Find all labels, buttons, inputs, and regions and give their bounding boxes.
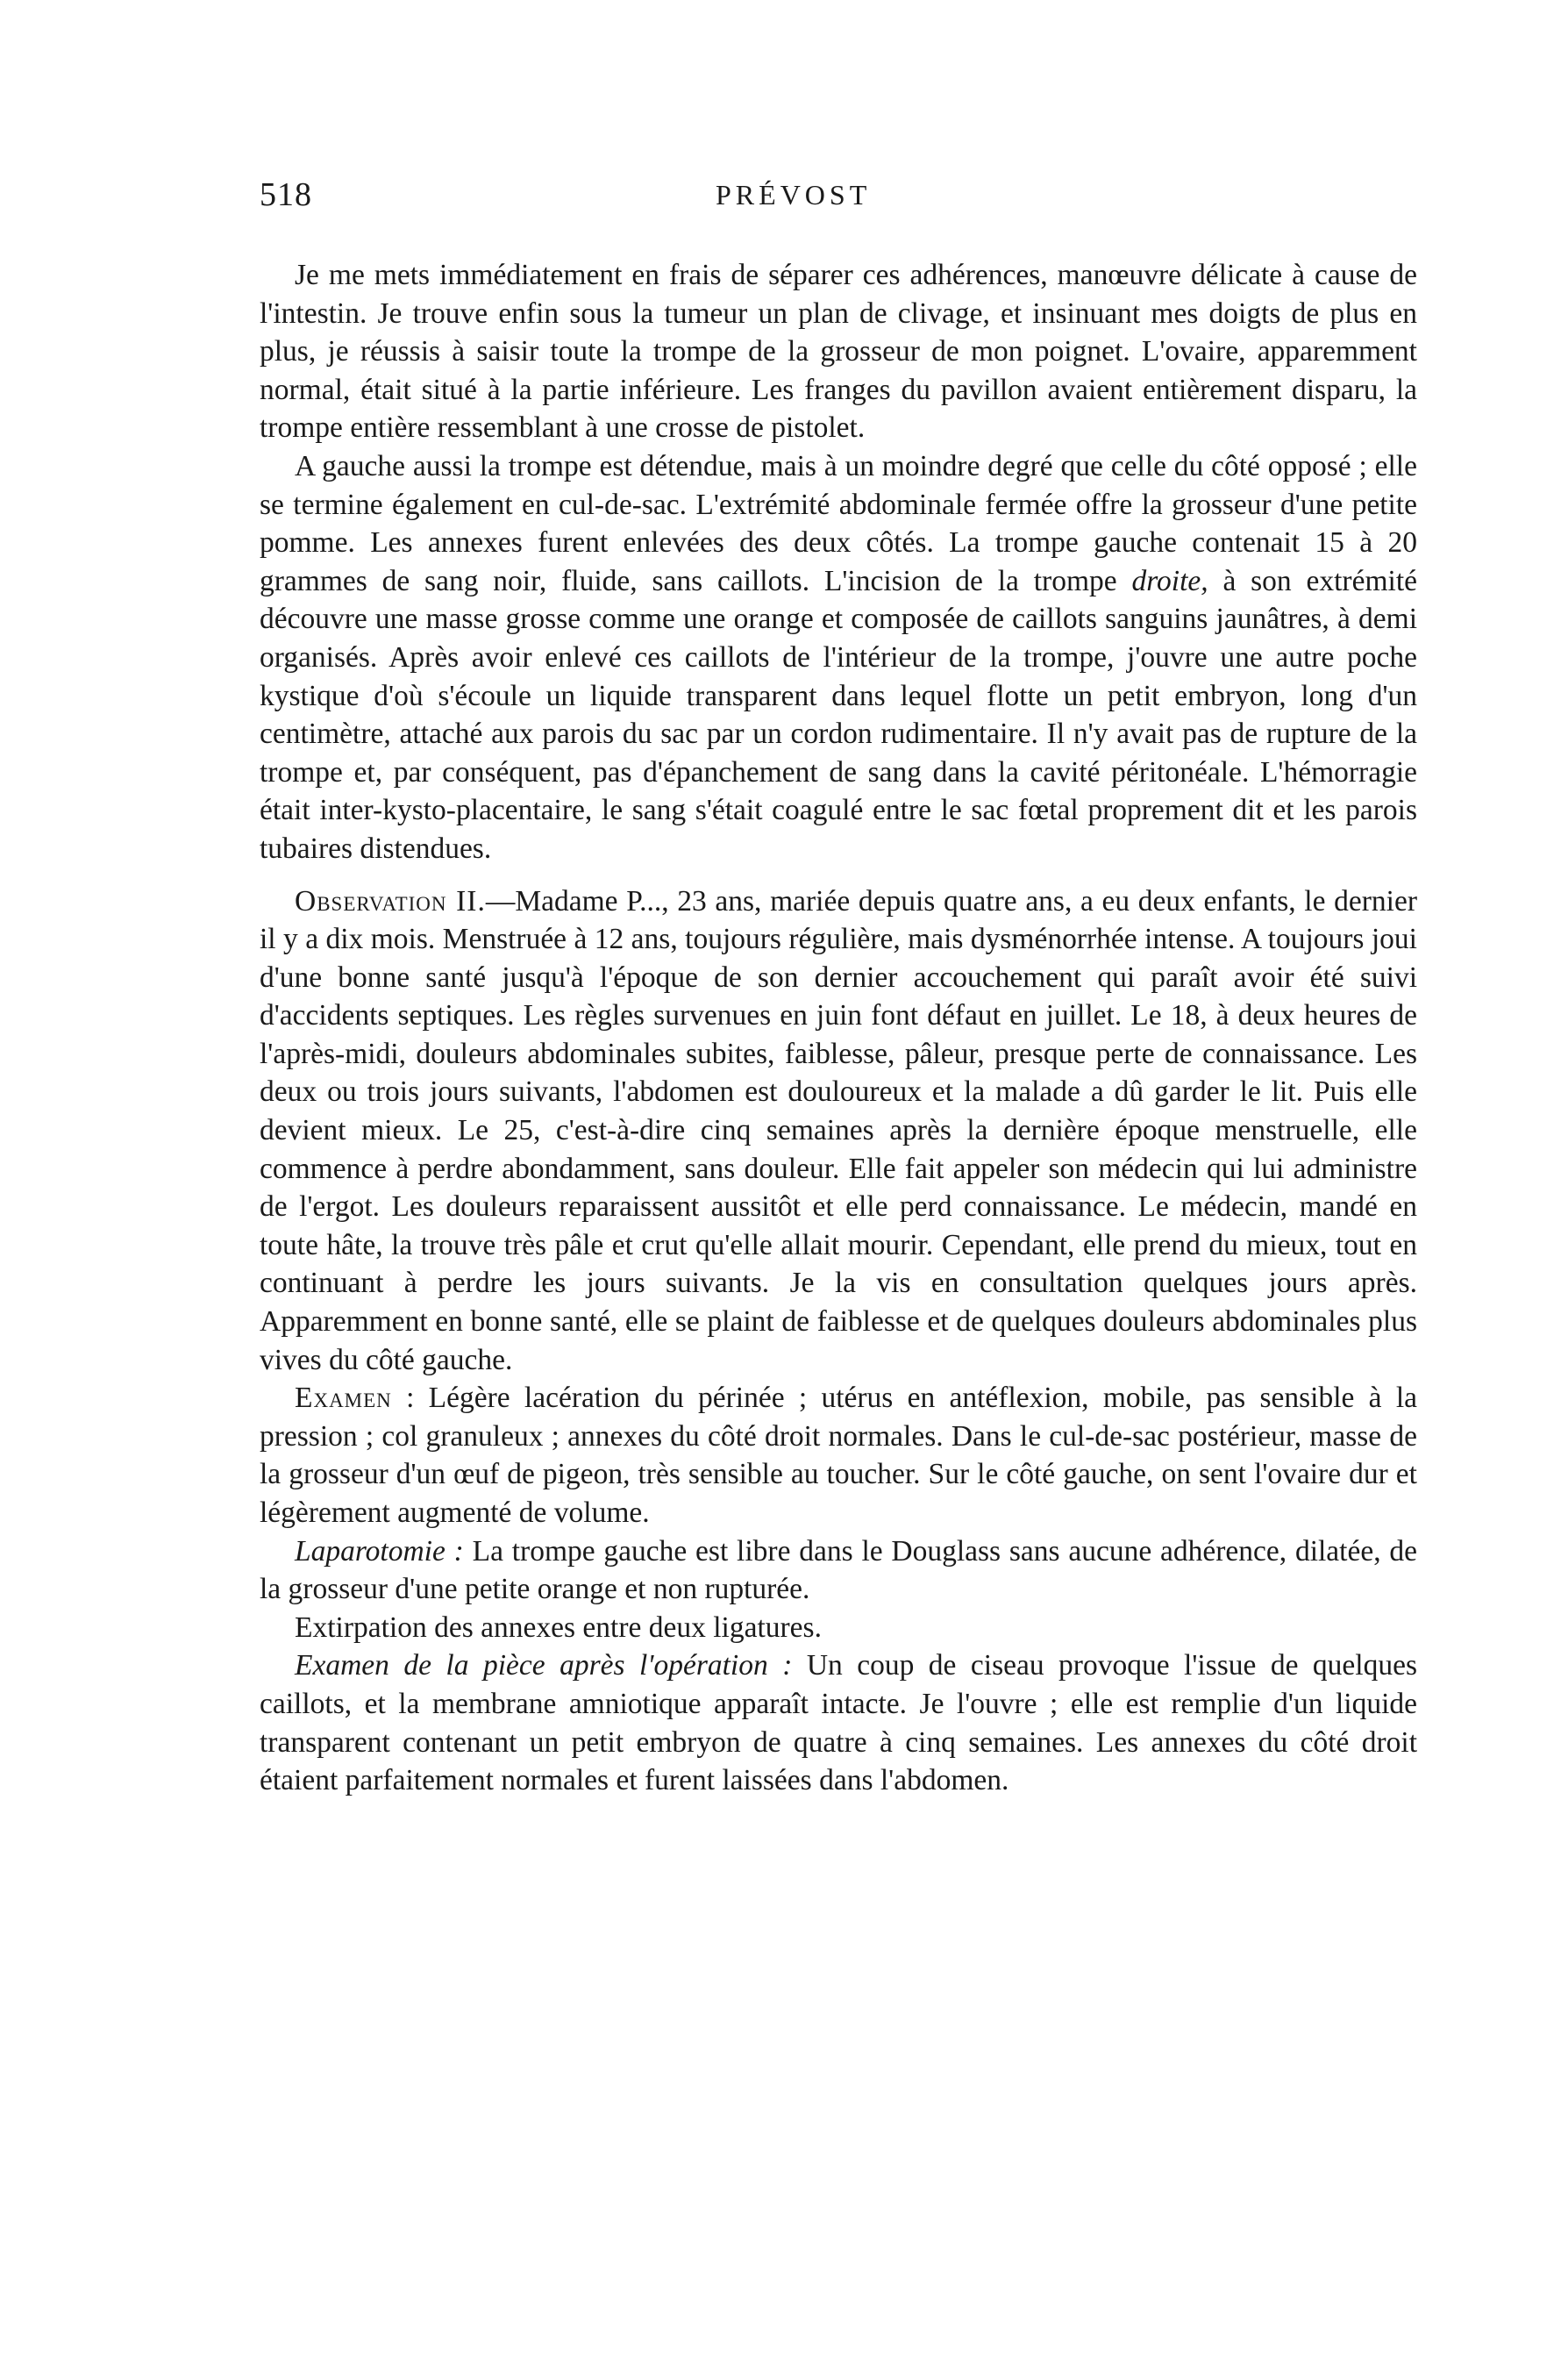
paragraph-2-italic: droite, bbox=[1131, 564, 1208, 597]
paragraph-observation-2 bbox=[260, 882, 1417, 1380]
paragraph-examen-piece bbox=[260, 1646, 1417, 1799]
examen-heading: Examen bbox=[295, 1382, 392, 1415]
examen-piece-text: Un coup de ciseau provoque l'issue de quelques caillots, et la membrane amniotique apparaît intacte. Je l'ouvre ; elle est remplie d'un liquide transparent contenant un petit embryon de quatre à cinq semaines. Les annexes du côté droit étaient parfaitement normales et furent laissées dans l'abdomen. bbox=[260, 1649, 1418, 1797]
paragraph-examen bbox=[260, 1379, 1417, 1532]
examen-text: : Légère lacération du périnée ; utérus en antéflexion, mobile, pas sensible à la pression ; col granuleux ; annexes du côté droit normales. Dans le cul-de-sac postérieur, masse de la grosseur d'un œuf de pigeon, très sensible au toucher. Sur le côté gauche, on sent l'ovaire dur et légèrement augmenté de volume. bbox=[260, 1382, 1417, 1529]
laparotomie-heading: Laparotomie : bbox=[295, 1534, 464, 1568]
paragraph-laparotomie bbox=[260, 1532, 1417, 1609]
examen-piece-heading: Examen de la pièce après l'opération : bbox=[295, 1649, 793, 1682]
running-head bbox=[260, 175, 1347, 228]
observation-heading: Observation II. bbox=[295, 884, 486, 918]
body-text bbox=[260, 256, 1417, 1800]
laparotomie-text: La trompe gauche est libre dans le Douglass sans aucune adhérence, dilatée, de la grosseur d'une petite orange et non rupturée. bbox=[260, 1534, 1418, 1606]
observation-2-text: —Madame P..., 23 ans, mariée depuis quatre ans, a eu deux enfants, le dernier il y a dix mois. Menstruée à 12 ans, toujours régulière, mais dysménorrhée intense. A toujours joui d'une bonne santé jusqu'à l'époque de son dernier accouchement qui paraît avoir été suivi d'accidents septiques. Les règles survenues en juin font défaut en juillet. Le 18, à deux heures de l'après-midi, douleurs abdominales subites, faiblesse, pâleur, presque perte de connaissance. Les deux ou trois jours suivants, l'abdomen est douloureux et la malade a dû garder le lit. Puis elle devient mieux. Le 25, c'est-à-dire cinq semaines après la dernière époque menstruelle, elle commence à perdre abondamment, sans douleur. Elle fait appeler son médecin qui lui administre de l'ergot. Les douleurs reparaissent aussitôt et elle perd connaissance. Le médecin, mandé en toute hâte, la trouve très pâle et crut qu'elle allait mourir. Cependant, elle prend du mieux, tout en continuant à perdre les jours suivants. Je la vis en consultation quelques jours après. Apparemment en bonne santé, elle se plaint de faiblesse et de quelques douleurs abdominales plus vives du côté gauche. bbox=[260, 884, 1417, 1376]
extirpation-text: Extirpation des annexes entre deux ligatures. bbox=[295, 1611, 822, 1644]
paragraph-2-text-continued: à son extrémité découvre une masse grosse comme une orange et composée de caillots sanguins jaunâtres, à demi organisés. Après avoir enlevé ces caillots de l'intérieur de la trompe, j'ouvre une autre poche kystique d'où s'écoule un liquide transparent dans lequel flotte un petit embryon, long d'un centimètre, attaché aux parois du sac par un cordon rudimentaire. Il n'y avait pas de rupture de la trompe et, par conséquent, pas d'épanchement de sang dans la cavité péritonéale. L'hémorragie était inter-kysto-placentaire, le sang s'était coagulé entre le sac fœtal proprement dit et les parois tubaires distendues. bbox=[260, 564, 1417, 865]
paragraph-2 bbox=[260, 447, 1417, 868]
page-number: 518 bbox=[260, 176, 312, 213]
paragraph-2-text: A gauche aussi la trompe est détendue, mais à un moindre degré que celle du côté opposé ; elle se termine également en cul-de-sac. L'extrémité abdominale fermée offre la grosseur d'une petite pomme. Les annexes furent enlevées des deux côtés. La trompe gauche contenait 15 à 20 grammes de sang noir, fluide, sans caillots. L'incision de la trompe bbox=[260, 449, 1417, 597]
paragraph-extirpation bbox=[260, 1609, 1417, 1647]
paragraph-1-text: Je me mets immédiatement en frais de séparer ces adhérences, manœuvre délicate à cause de l'intestin. Je trouve enfin sous la tumeur un plan de clivage, et insinuant mes doigts de plus en plus, je réussis à saisir toute la trompe de la grosseur de mon poignet. L'ovaire, apparemment normal, était situé à la partie inférieure. Les franges du pavillon avaient entièrement disparu, la trompe entière ressemblant à une crosse de pistolet. bbox=[260, 259, 1417, 445]
running-title: PRÉVOST bbox=[716, 179, 872, 211]
paragraph-1 bbox=[260, 256, 1417, 447]
